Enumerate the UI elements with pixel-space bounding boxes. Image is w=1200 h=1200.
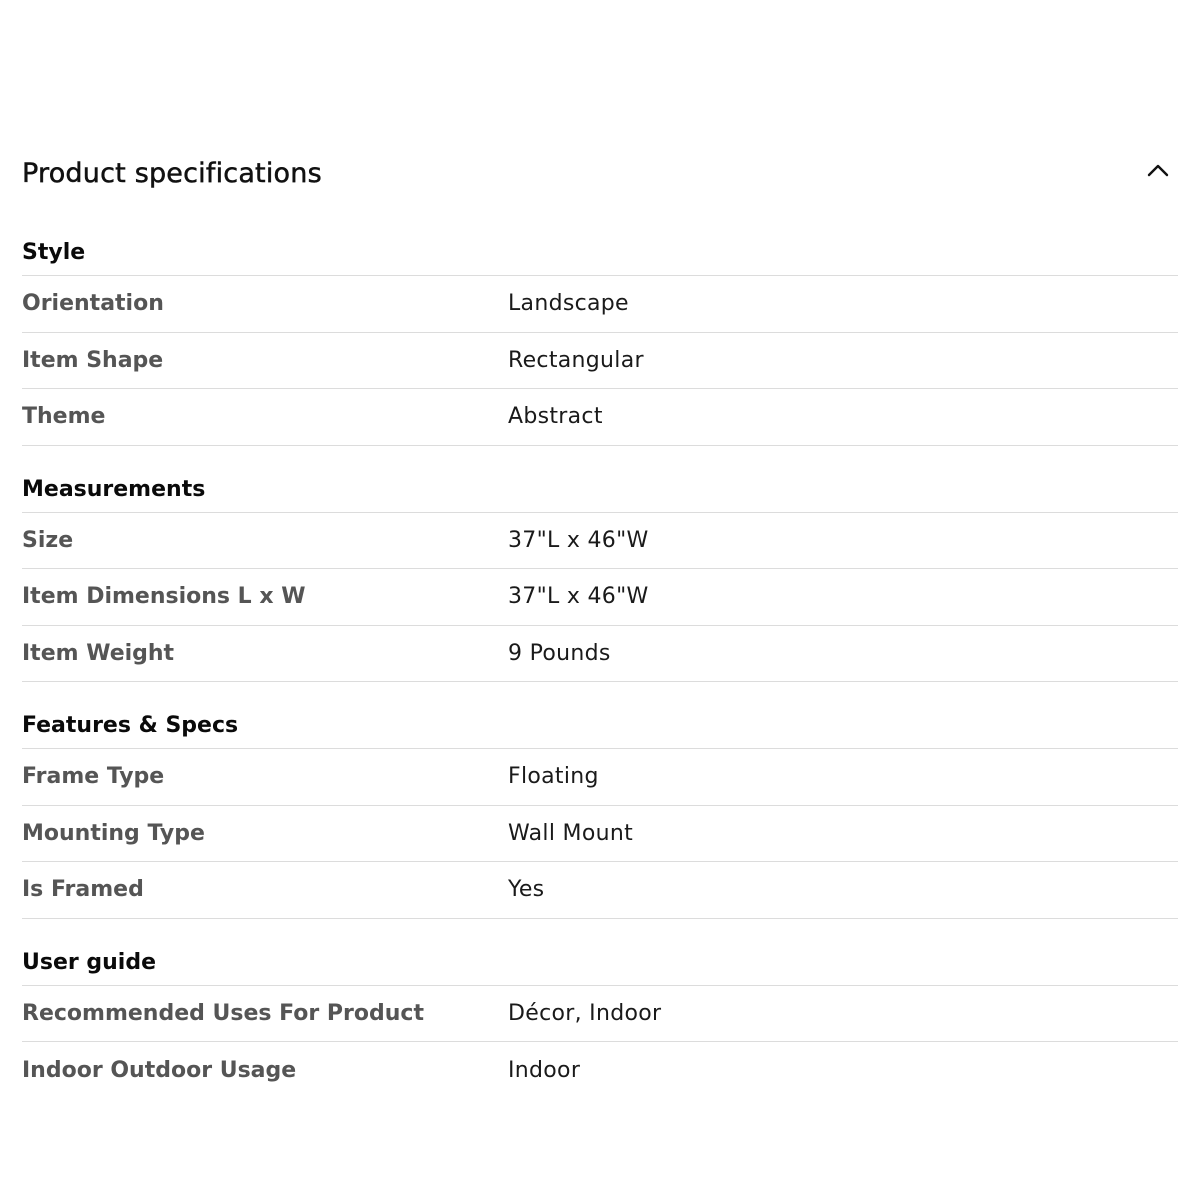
spec-label: Is Framed	[22, 877, 144, 903]
spec-value: Wall Mount	[508, 820, 633, 846]
spec-label: Item Shape	[22, 347, 164, 373]
chevron-up-icon	[1147, 163, 1169, 177]
spec-label: Item Weight	[22, 640, 175, 666]
collapse-toggle-button[interactable]	[1138, 150, 1178, 190]
spec-row-is-framed	[22, 862, 1178, 919]
spec-value: Landscape	[508, 291, 629, 317]
spec-value: 9 Pounds	[508, 640, 611, 666]
spec-label: Mounting Type	[22, 820, 205, 846]
spec-value: Abstract	[508, 404, 603, 430]
spec-row-item-weight	[22, 626, 1178, 683]
spec-value: Indoor	[508, 1057, 581, 1083]
spec-label: Orientation	[22, 291, 164, 317]
panel-title: Product specifications	[22, 158, 322, 189]
spec-label: Indoor Outdoor Usage	[22, 1057, 297, 1083]
spec-row-frame-type	[22, 749, 1178, 806]
spec-row-indoor-outdoor-usage	[22, 1042, 1178, 1099]
section-heading-features-specs: Features & Specs	[22, 682, 1178, 749]
spec-label: Theme	[22, 404, 106, 430]
spec-value: Floating	[508, 764, 599, 790]
spec-row-item-shape	[22, 333, 1178, 390]
section-heading-user-guide: User guide	[22, 919, 1178, 986]
spec-value: Rectangular	[508, 347, 644, 373]
spec-value: Décor, Indoor	[508, 1000, 662, 1026]
panel-header[interactable]	[22, 140, 1178, 208]
spec-row-mounting-type	[22, 806, 1178, 863]
spec-label: Item Dimensions L x W	[22, 584, 306, 610]
spec-row-size	[22, 513, 1178, 570]
spec-row-orientation	[22, 276, 1178, 333]
spec-label: Frame Type	[22, 764, 165, 790]
spec-value: Yes	[508, 877, 545, 903]
spec-row-recommended-uses	[22, 986, 1178, 1043]
spec-label: Size	[22, 527, 74, 553]
section-heading-style: Style	[22, 208, 1178, 276]
spec-value: 37"L x 46"W	[508, 527, 649, 553]
spec-label: Recommended Uses For Product	[22, 1000, 424, 1026]
product-specifications-panel	[22, 140, 1178, 1099]
spec-row-item-dimensions	[22, 569, 1178, 626]
section-heading-measurements: Measurements	[22, 446, 1178, 513]
spec-row-theme	[22, 389, 1178, 446]
spec-value: 37"L x 46"W	[508, 584, 649, 610]
